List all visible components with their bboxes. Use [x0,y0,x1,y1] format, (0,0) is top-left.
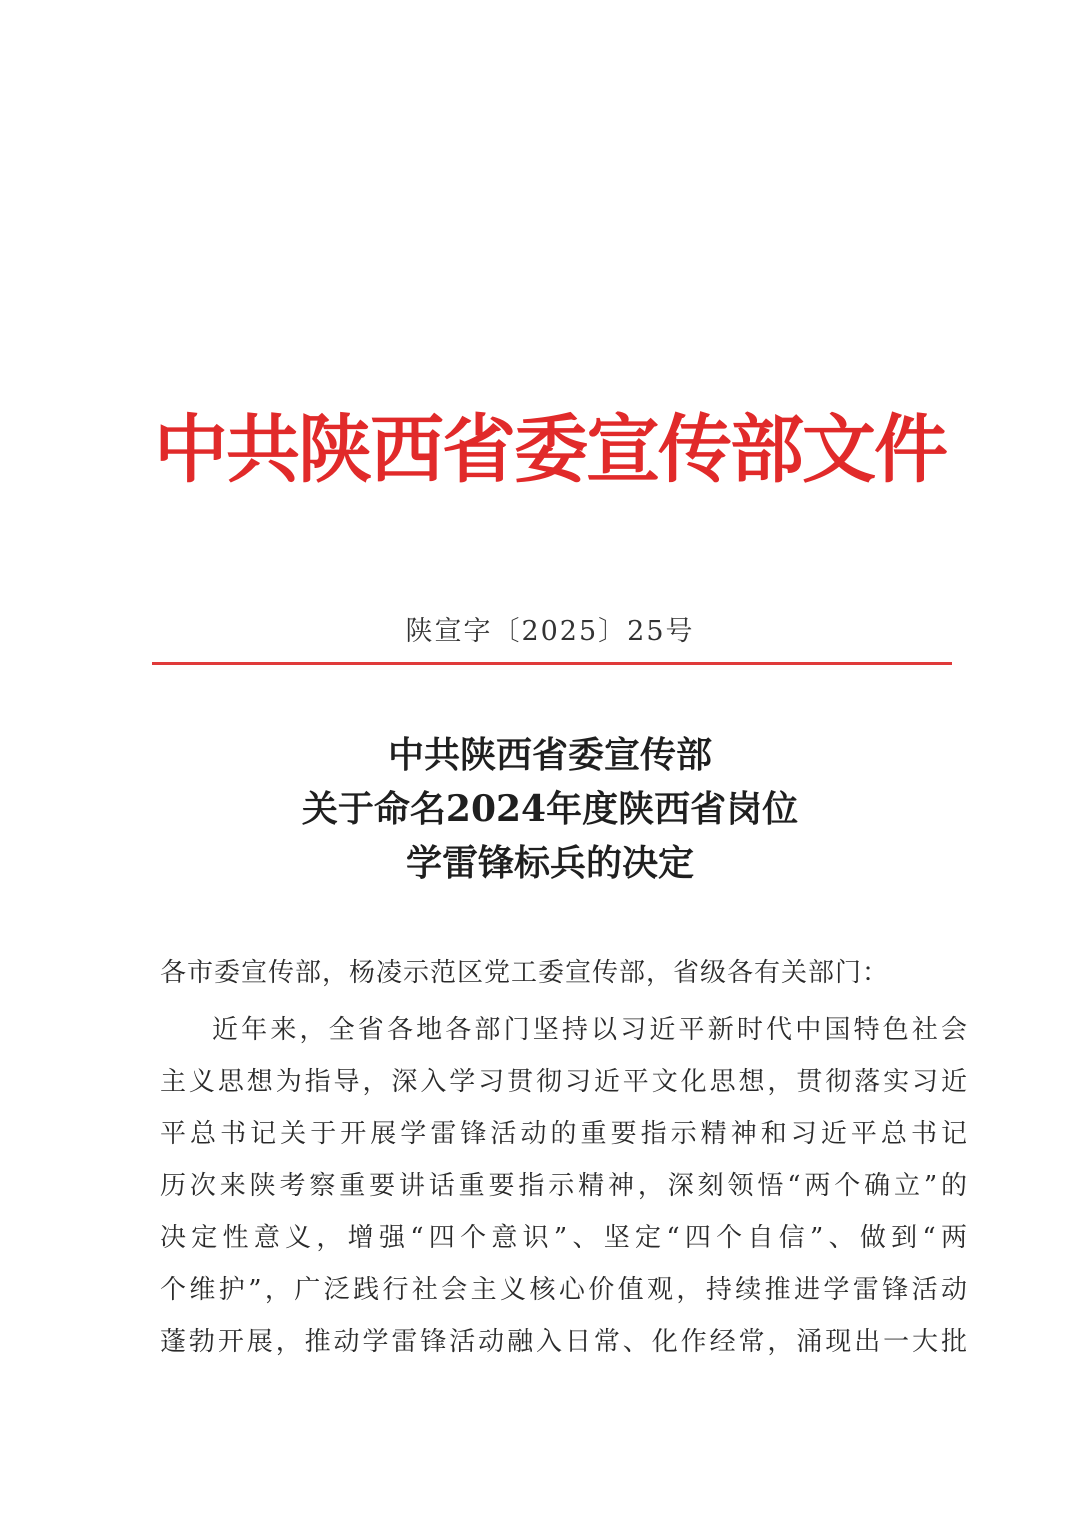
body-line-4: 历次来陕考察重要讲话重要指示精神，深刻领悟“两个确立”的 [160,1171,968,1201]
body-line-2: 主义思想为指导，深入学习贯彻习近平文化思想，贯彻落实习近 [160,1067,968,1097]
red-separator-line [152,662,952,665]
body-line-1: 近年来，全省各地各部门坚持以习近平新时代中国特色社会 [212,1015,968,1045]
issuer-banner: 中共陕西省委宣传部文件 [154,407,946,493]
body-line-7: 蓬勃开展，推动学雷锋活动融入日常、化作经常，涌现出一大批 [160,1327,968,1357]
body-line-5: 决定性意义，增强“四个意识”、坚定“四个自信”、做到“两 [160,1223,968,1253]
body-paragraph [160,1004,968,1368]
salutation: 各市委宣传部，杨凌示范区党工委宣传部，省级各有关部门： [160,958,890,988]
document-title [150,728,950,890]
document-number: 陕宣字〔2025〕25号 [405,616,695,647]
title-line-2: 关于命名2024年度陕西省岗位 [301,788,799,830]
title-line-1: 中共陕西省委宣传部 [387,734,712,776]
body-line-3: 平总书记关于开展学雷锋活动的重要指示精神和习近平总书记 [160,1119,968,1149]
body-line-6: 个维护”，广泛践行社会主义核心价值观，持续推进学雷锋活动 [160,1275,968,1305]
title-line-3: 学雷锋标兵的决定 [405,842,694,884]
